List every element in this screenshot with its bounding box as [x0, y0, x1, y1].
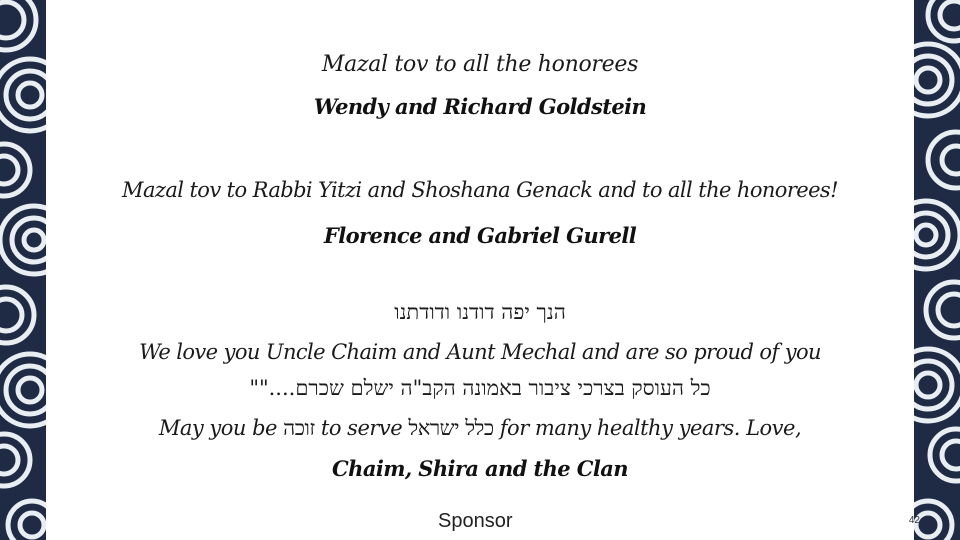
greeting-line-1: Mazal tov to all the honorees: [321, 52, 639, 77]
slide-number: 42: [908, 515, 920, 526]
signature-line: Chaim, Shira and the Clan: [332, 456, 628, 481]
greeting-line-2: Mazal tov to Rabbi Yitzi and Shoshana Genack and to all the honorees!: [122, 178, 838, 202]
message-part-c: to serve: [314, 416, 409, 440]
message-part-e: for many healthy years. Love,: [493, 416, 802, 440]
left-decorative-border: [0, 0, 46, 540]
hebrew-line-1: הנך יפה דודנו ודודתנו: [394, 300, 566, 324]
message-line-1: We love you Uncle Chaim and Aunt Mechal and are so proud of you: [139, 340, 821, 364]
message-part-a: May you be: [158, 416, 284, 440]
honoree-names-2: Florence and Gabriel Gurell: [323, 223, 637, 248]
slide-content: [46, 0, 914, 540]
honoree-names-1: Wendy and Richard Goldstein: [313, 94, 647, 119]
hebrew-line-2: כל העוסק בצרכי ציבור באמונה הקב"ה ישלם שכרם...."": [249, 376, 711, 400]
sponsor-label: Sponsor: [438, 510, 513, 532]
swirl-pattern-left: [0, 0, 46, 540]
right-decorative-border: [914, 0, 960, 540]
message-line-2: [46, 416, 914, 441]
hebrew-word-zocheh: זוכה: [283, 416, 315, 440]
swirl-pattern-right: [914, 0, 960, 540]
hebrew-phrase-klal-yisrael: כלל ישראל: [408, 416, 494, 440]
